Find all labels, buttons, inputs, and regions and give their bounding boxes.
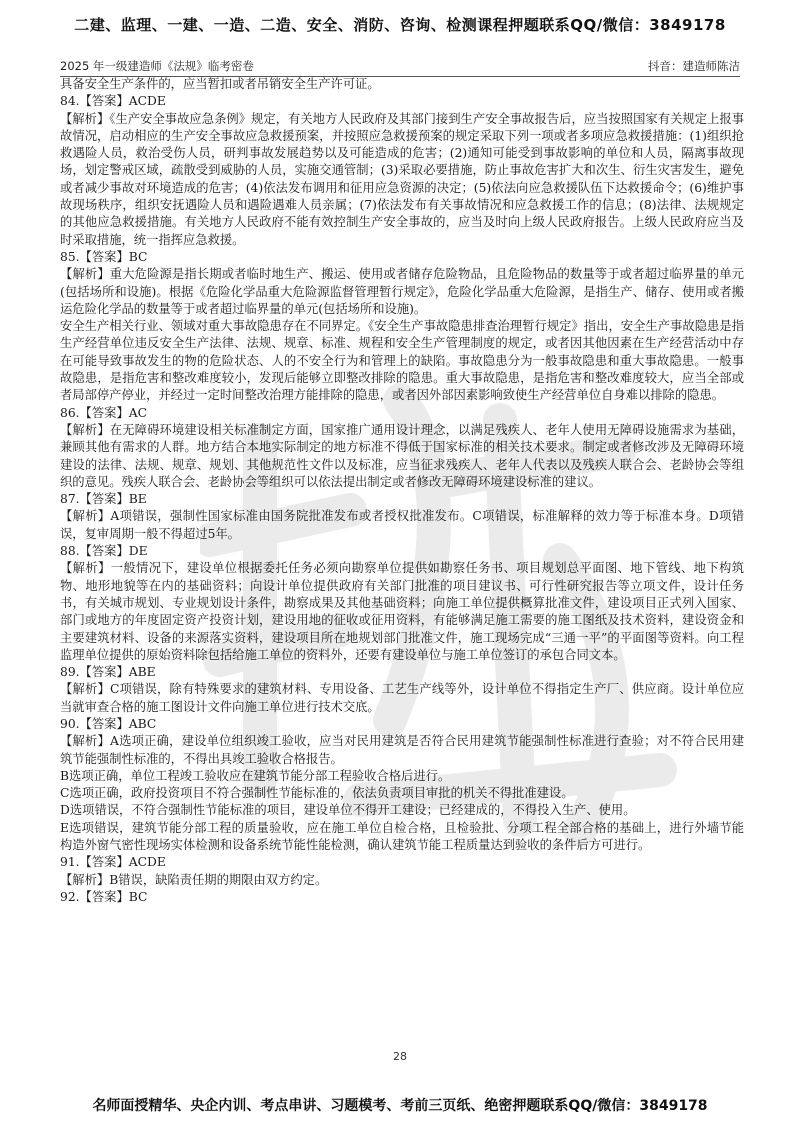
explanation: E选项错误，建筑节能分部工程的质量验收，应在施工单位自检合格，且检验批、分项工程全部合格的基础上，进行外墙节能构造外窗气密性现场实体检测和设备系统节能性能检测，确认建筑节能工程质量达到验收的条件后方可进行。 xyxy=(60,820,744,853)
document-header xyxy=(60,58,740,77)
answer-line: 86.【答案】AC xyxy=(60,405,148,420)
explanation: 【解析】在无障碍环境建设相关标准制定方面，国家推广通用设计理念，以满足残疾人、老年人使用无障碍设施需求为基础，兼顾其他有需求的人群。地方结合本地实际制定的地方标准不得低于国家标准的相关技术要求。制定或者修改涉及无障碍环境建设的法律、法规、规章、规划、其他规范性文件以及标准，应当征求残疾人、老年人代表以及残疾人联合会、老龄协会等组织的意见。残疾人联合会、老龄协会等组织可以依法提出制定或者修改无障碍环境建设标准的建议。 xyxy=(60,422,744,489)
explanation: 【解析】A选项正确，建设单位组织竣工验收，应当对民用建筑是否符合民用建筑节能强制性标准进行查验；对不符合民用建筑节能强制性标准的，不得出具竣工验收合格报告。 xyxy=(60,734,744,766)
answer-line: 92.【答案】BC xyxy=(60,889,148,904)
answer-line: 88.【答案】DE xyxy=(60,544,148,559)
explanation: D选项错误，不符合强制性节能标准的项目，建设单位不得开工建设；已经建成的，不得投入生产、使用。 xyxy=(60,803,636,818)
explanation: 【解析】重大危险源是指长期或者临时地生产、搬运、使用或者储存危险物品，且危险物品的数量等于或者超过临界量的单元(包括场所和设施)。根据《危险化学品重大危险源监督管理暂行规定》，危险化学品重大危险源，是指生产、储存、使用或者搬运危险化学品的数量等于或者超过临界量的单元(包括场所和设施)。 xyxy=(60,267,744,316)
explanation: 【解析】A项错误，强制性国家标准由国务院批准发布或者授权批准发布。C项错误，标准解释的效力等于标准本身。D项错误，复审周期一般不得超过5年。 xyxy=(60,509,744,541)
explanation: 安全生产相关行业、领域对重大事故隐患存在不同界定。《安全生产事故隐患排查治理暂行规定》指出，安全生产事故隐患是指生产经营单位违反安全生产法律、法规、规章、标准、规程和安全生产管理制度的规定，或者因其他因素在生产经营活动中存在可能导致事故发生的物的危险状态、人的不安全行为和管理上的缺陷。事故隐患分为一般事故隐患和重大事故隐患。一般事故隐患，是指危害和整改难度较小，发现后能够立即整改排除的隐患。重大事故隐患，是指危害和整改难度较大，应当全部或者局部停产停业，并经过一定时间整改治理方能排除的隐患，或者因外部因素影响致使生产经营单位自身难以排除的隐患。 xyxy=(60,319,744,403)
answer-line: 90.【答案】ABC xyxy=(60,716,157,731)
explanation: 【解析】一般情况下，建设单位根据委托任务必须向勘察单位提供如勘察任务书、项目规划总平面图、地下管线、地下构筑物、地形地貌等在内的基础资料；向设计单位提供政府有关部门批准的项目建议书、可行性研究报告等立项文件，设计任务书，有关城市规划、专业规划设计条件，勘察成果及其他基础资料；向施工单位提供概算批准文件，建设项目正式列入国家、部门或地方的年度固定资产投资计划，建设用地的征收或征用资料，有能够满足施工需要的施工图纸及技术资料，建设资金和主要建筑材料、设备的来源落实资料，建设项目所在地规划部门批准文件，施工现场完成“三通一平”的平面图等资料。向工程监理单位提供的原始资料除包括给施工单位的资料外，还要有建设单位与施工单位签订的承包合同文本。 xyxy=(60,561,744,662)
top-banner: 二建、监理、一建、一造、二造、安全、消防、咨询、检测课程押题联系QQ/微信：3849178 xyxy=(74,15,726,34)
page-number: 28 xyxy=(393,1050,407,1063)
explanation: C选项正确，政府投资项目不符合强制性节能标准的，依法负责项目审批的机关不得批准建设。 xyxy=(60,786,574,801)
answer-line: 91.【答案】ACDE xyxy=(60,855,166,870)
document-body xyxy=(60,76,744,906)
paragraph: 具备安全生产条件的，应当暂扣或者吊销安全生产许可证。 xyxy=(60,77,380,91)
answer-line: 89.【答案】ABE xyxy=(60,665,156,680)
explanation: 【解析】B错误，缺陷责任期的期限由双方约定。 xyxy=(60,872,328,887)
answer-line: 87.【答案】BE xyxy=(60,492,147,507)
bottom-banner: 名师面授精华、央企内训、考点串讲、习题模考、考前三页纸、绝密押题联系QQ/微信：3849178 xyxy=(92,1098,708,1114)
document-title: 2025 年一级建造师《法规》临考密卷 xyxy=(60,59,254,73)
explanation: 【解析】《生产安全事故应急条例》规定，有关地方人民政府及其部门接到生产安全事故报告后，应当按照国家有关规定上报事故情况，启动相应的生产安全事故应急救援预案，并按照应急救援预案的规定采取下列一项或者多项应急救援措施：(1)组织抢救遇险人员，救治受伤人员，研判事故发展趋势以及可能造成的危害；(2)通知可能受到事故影响的单位和人员，隔离事故现场，划定警戒区域，疏散受到威胁的人员，实施交通管制；(3)采取必要措施，防止事故危害扩大和次生、衍生灾害发生，避免或者减少事故对环境造成的危害；(4)依法发布调用和征用应急资源的决定；(5)依法向应急救援队伍下达救援命令；(6)维护事故现场秩序，组织安抚遇险人员和遇险遇难人员亲属；(7)依法发布有关事故情况和应急救援工作的信息；(8)法律、法规规定的其他应急救援措施。有关地方人民政府不能有效控制生产安全事故的，应当及时向上级人民政府报告。上级人民政府应当及时采取措施，统一指挥应急救援。 xyxy=(60,111,744,247)
explanation: 【解析】C项错误，除有特殊要求的建筑材料、专用设备、工艺生产线等外，设计单位不得指定生产厂、供应商。设计单位应当就审查合格的施工图设计文件向施工单位进行技术交底。 xyxy=(60,682,744,714)
answer-line: 84.【答案】ACDE xyxy=(60,94,166,109)
author-handle: 抖音：建造师陈洁 xyxy=(648,59,740,73)
explanation: B选项正确，单位工程竣工验收应在建筑节能分部工程验收合格后进行。 xyxy=(60,768,451,783)
answer-line: 85.【答案】BC xyxy=(60,249,148,264)
